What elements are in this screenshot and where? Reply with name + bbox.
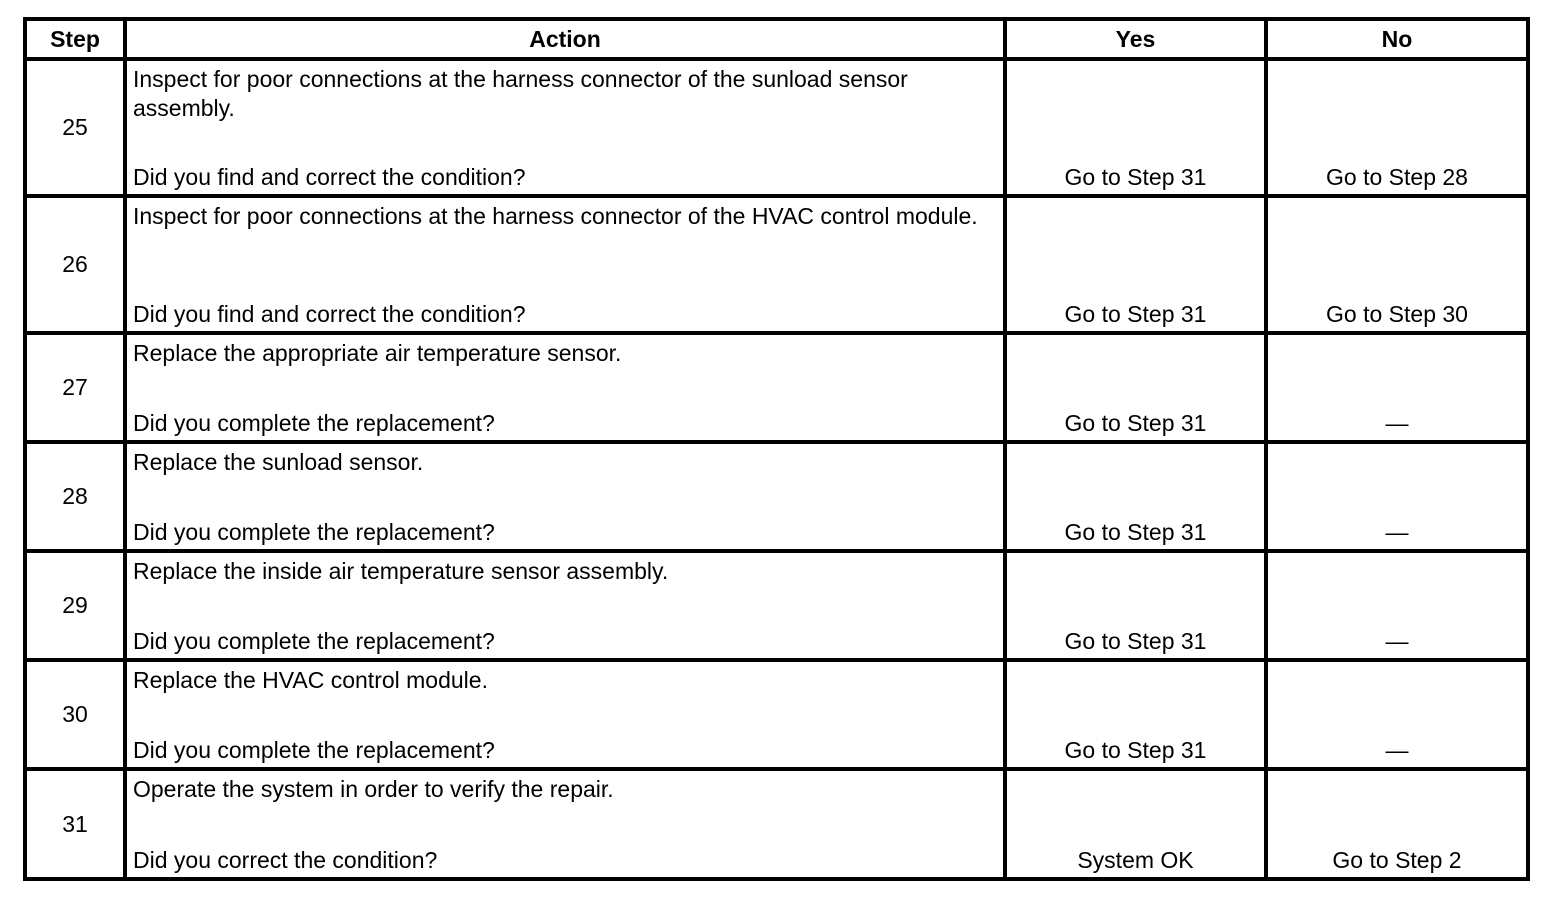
- yes-result: Go to Step 31: [1005, 551, 1266, 660]
- table-row: [25, 59, 1528, 196]
- step-number: 29: [25, 551, 125, 660]
- table-row: [25, 660, 1528, 769]
- action-cell: [125, 333, 1005, 442]
- action-instruction: Inspect for poor connections at the harness connector of the sunload sensor assembly.: [133, 66, 908, 121]
- table-row: [25, 769, 1528, 879]
- header-action: Action: [125, 19, 1005, 59]
- table-row: [25, 442, 1528, 551]
- header-no: No: [1266, 19, 1528, 59]
- table-row: [25, 333, 1528, 442]
- no-result: Go to Step 2: [1266, 769, 1528, 879]
- no-result: —: [1266, 660, 1528, 769]
- yes-result: Go to Step 31: [1005, 196, 1266, 333]
- no-result: Go to Step 28: [1266, 59, 1528, 196]
- action-instruction: Replace the sunload sensor.: [133, 449, 424, 475]
- diagnostic-table: [23, 17, 1530, 881]
- yes-result: Go to Step 31: [1005, 442, 1266, 551]
- action-question: Did you complete the replacement?: [133, 410, 495, 436]
- action-instruction: Replace the inside air temperature sensor assembly.: [133, 558, 669, 584]
- no-result: —: [1266, 442, 1528, 551]
- step-number: 26: [25, 196, 125, 333]
- action-instruction: Replace the HVAC control module.: [133, 667, 488, 693]
- table-row: [25, 551, 1528, 660]
- action-cell: [125, 59, 1005, 196]
- action-instruction: Operate the system in order to verify the repair.: [133, 776, 614, 802]
- action-cell: [125, 769, 1005, 879]
- no-result: —: [1266, 333, 1528, 442]
- yes-result: Go to Step 31: [1005, 59, 1266, 196]
- step-number: 27: [25, 333, 125, 442]
- header-row: [25, 19, 1528, 59]
- action-cell: [125, 442, 1005, 551]
- action-question: Did you complete the replacement?: [133, 519, 495, 545]
- no-result: Go to Step 30: [1266, 196, 1528, 333]
- table-row: [25, 196, 1528, 333]
- action-question: Did you find and correct the condition?: [133, 301, 526, 327]
- action-cell: [125, 196, 1005, 333]
- action-question: Did you complete the replacement?: [133, 737, 495, 763]
- step-number: 28: [25, 442, 125, 551]
- yes-result: System OK: [1005, 769, 1266, 879]
- header-yes: Yes: [1005, 19, 1266, 59]
- action-instruction: Replace the appropriate air temperature sensor.: [133, 340, 622, 366]
- step-number: 30: [25, 660, 125, 769]
- action-question: Did you find and correct the condition?: [133, 164, 526, 190]
- action-question: Did you complete the replacement?: [133, 628, 495, 654]
- no-result: —: [1266, 551, 1528, 660]
- yes-result: Go to Step 31: [1005, 660, 1266, 769]
- step-number: 25: [25, 59, 125, 196]
- action-instruction: Inspect for poor connections at the harness connector of the HVAC control module.: [133, 203, 978, 229]
- action-cell: [125, 660, 1005, 769]
- step-number: 31: [25, 769, 125, 879]
- action-cell: [125, 551, 1005, 660]
- header-step: Step: [25, 19, 125, 59]
- action-question: Did you correct the condition?: [133, 847, 438, 873]
- yes-result: Go to Step 31: [1005, 333, 1266, 442]
